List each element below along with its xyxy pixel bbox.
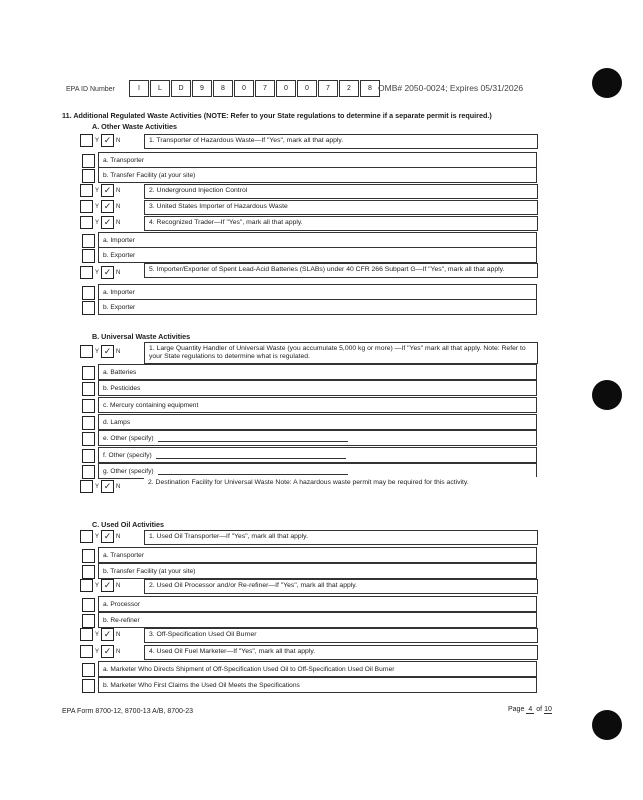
yes-checkbox[interactable] xyxy=(80,184,93,197)
yes-no-selector xyxy=(80,628,122,641)
option-checkbox[interactable] xyxy=(82,382,95,396)
epa-id-digit[interactable]: D xyxy=(171,80,191,97)
question-a3-text: 3. United States Importer of Hazardous Waste xyxy=(144,200,538,215)
question-b1-text: 1. Large Quantity Handler of Universal Waste (you accumulate 5,000 kg or more) —If "Yes" mark all that apply. Note: Refer to your State regulations to determine what is regulated. xyxy=(144,342,538,364)
option-text: g. Other (specify) xyxy=(103,467,154,475)
option-a4a xyxy=(82,232,537,248)
question-c3-text: 3. Off-Specification Used Oil Burner xyxy=(144,628,538,643)
page-label: Page xyxy=(508,706,525,713)
yes-label: Y xyxy=(95,533,100,540)
option-c4b xyxy=(82,677,537,693)
yes-checkbox[interactable] xyxy=(80,645,93,658)
option-label: c. Mercury containing equipment xyxy=(98,397,537,413)
option-checkbox[interactable] xyxy=(82,679,95,693)
option-label xyxy=(98,430,537,446)
option-label: b. Marketer Who First Claims the Used Oil Meets the Specifications xyxy=(98,677,537,693)
option-c1b xyxy=(82,563,537,579)
no-checkbox[interactable]: ✓ xyxy=(101,530,114,543)
yes-checkbox[interactable] xyxy=(80,480,93,493)
yes-checkbox[interactable] xyxy=(80,628,93,641)
option-checkbox[interactable] xyxy=(82,663,95,677)
option-text: e. Other (specify) xyxy=(103,434,154,442)
option-label: a. Transporter xyxy=(98,152,537,168)
page-total: 10 xyxy=(544,706,552,713)
yes-no-selector xyxy=(80,134,122,147)
epa-id-digit[interactable]: 0 xyxy=(297,80,317,97)
yes-label: Y xyxy=(95,137,100,144)
option-checkbox[interactable] xyxy=(82,249,95,263)
yes-no-selector xyxy=(80,480,122,493)
yes-no-selector xyxy=(80,266,122,279)
option-label: b. Pesticides xyxy=(98,380,537,396)
option-a5a xyxy=(82,284,537,300)
specify-field[interactable] xyxy=(156,451,346,459)
option-label: a. Importer xyxy=(98,284,537,300)
option-checkbox[interactable] xyxy=(82,565,95,579)
option-b1b xyxy=(82,380,537,396)
yes-label: Y xyxy=(95,269,100,276)
yes-label: Y xyxy=(95,582,100,589)
option-label: a. Transporter xyxy=(98,547,537,563)
yes-checkbox[interactable] xyxy=(80,216,93,229)
option-checkbox[interactable] xyxy=(82,614,95,628)
no-checkbox[interactable]: ✓ xyxy=(101,345,114,358)
option-label xyxy=(98,447,537,463)
specify-field[interactable] xyxy=(158,467,348,475)
no-label: N xyxy=(116,533,121,540)
option-a1b xyxy=(82,167,537,183)
no-checkbox[interactable]: ✓ xyxy=(101,184,114,197)
section-11-title: 11. Additional Regulated Waste Activities (NOTE: Refer to your State regulations to determine if a separate permit is required.) xyxy=(62,111,492,120)
yes-label: Y xyxy=(95,631,100,638)
question-a5-text: 5. Importer/Exporter of Spent Lead-Acid Batteries (SLABs) under 40 CFR 266 Subpart G—If "Yes", mark all that apply. xyxy=(144,263,538,278)
no-label: N xyxy=(116,348,121,355)
option-checkbox[interactable] xyxy=(82,154,95,168)
part-a-title: A. Other Waste Activities xyxy=(92,122,177,131)
option-checkbox[interactable] xyxy=(82,399,95,413)
yes-label: Y xyxy=(95,187,100,194)
option-b1f xyxy=(82,447,537,463)
question-a1-text: 1. Transporter of Hazardous Waste—If "Yes", mark all that apply. xyxy=(144,134,538,149)
option-checkbox[interactable] xyxy=(82,549,95,563)
epa-id-digit[interactable]: 7 xyxy=(255,80,275,97)
question-a2-text: 2. Underground Injection Control xyxy=(144,184,538,199)
option-checkbox[interactable] xyxy=(82,416,95,430)
option-label: b. Transfer Facility (at your site) xyxy=(98,167,537,183)
yes-checkbox[interactable] xyxy=(80,530,93,543)
punch-hole-top xyxy=(592,68,622,98)
no-label: N xyxy=(116,219,121,226)
epa-id-digit[interactable]: 9 xyxy=(192,80,212,97)
question-c2-text: 2. Used Oil Processor and/or Re-refiner—If "Yes", mark all that apply. xyxy=(144,579,538,594)
option-b1e xyxy=(82,430,537,446)
option-label: a. Batteries xyxy=(98,364,537,380)
option-checkbox[interactable] xyxy=(82,301,95,315)
no-label: N xyxy=(116,187,121,194)
yes-label: Y xyxy=(95,219,100,226)
part-b-title: B. Universal Waste Activities xyxy=(92,332,191,341)
epa-id-digit[interactable]: 0 xyxy=(234,80,254,97)
option-a4b xyxy=(82,247,537,263)
yes-label: Y xyxy=(95,203,100,210)
no-checkbox[interactable]: ✓ xyxy=(101,216,114,229)
no-label: N xyxy=(116,269,121,276)
yes-label: Y xyxy=(95,648,100,655)
epa-id-digit[interactable]: 2 xyxy=(339,80,359,97)
page-indicator xyxy=(508,706,552,714)
option-b1d xyxy=(82,414,537,430)
no-checkbox[interactable]: ✓ xyxy=(101,628,114,641)
question-c4-text: 4. Used Oil Fuel Marketer—If "Yes", mark all that apply. xyxy=(144,645,538,660)
option-checkbox[interactable] xyxy=(82,234,95,248)
part-c-title: C. Used Oil Activities xyxy=(92,520,165,529)
option-checkbox[interactable] xyxy=(82,169,95,183)
option-text: f. Other (specify) xyxy=(103,451,152,459)
option-label: b. Re-refiner xyxy=(98,612,537,628)
option-checkbox[interactable] xyxy=(82,465,95,479)
epa-id-digit[interactable]: 7 xyxy=(318,80,338,97)
yes-checkbox[interactable] xyxy=(80,200,93,213)
yes-label: Y xyxy=(95,483,100,490)
option-b1a xyxy=(82,364,537,380)
epa-id-digit[interactable]: I xyxy=(129,80,149,97)
epa-id-number xyxy=(129,80,381,97)
option-c4a xyxy=(82,661,537,677)
yes-no-selector xyxy=(80,200,122,213)
option-label: a. Processor xyxy=(98,596,537,612)
option-checkbox[interactable] xyxy=(82,449,95,463)
yes-no-selector xyxy=(80,345,122,358)
option-checkbox[interactable] xyxy=(82,366,95,380)
no-checkbox[interactable]: ✓ xyxy=(101,480,114,493)
yes-checkbox[interactable] xyxy=(80,345,93,358)
option-b1c xyxy=(82,397,537,413)
specify-field[interactable] xyxy=(158,434,348,442)
epa-id-digit[interactable]: 0 xyxy=(276,80,296,97)
no-label: N xyxy=(116,631,121,638)
no-checkbox[interactable]: ✓ xyxy=(101,200,114,213)
option-label: a. Marketer Who Directs Shipment of Off-Specification Used Oil to Off-Specification Used Oil Burner xyxy=(98,661,537,677)
option-checkbox[interactable] xyxy=(82,432,95,446)
yes-label: Y xyxy=(95,348,100,355)
punch-hole-middle xyxy=(592,380,622,410)
option-c1a xyxy=(82,547,537,563)
no-label: N xyxy=(116,483,121,490)
option-label: b. Exporter xyxy=(98,247,537,263)
question-c1-text: 1. Used Oil Transporter—If "Yes", mark all that apply. xyxy=(144,530,538,545)
no-checkbox[interactable]: ✓ xyxy=(101,134,114,147)
option-a5b xyxy=(82,299,537,315)
option-label: d. Lamps xyxy=(98,414,537,430)
of-label: of xyxy=(536,706,543,713)
question-a4-text: 4. Recognized Trader—If "Yes", mark all that apply. xyxy=(144,216,538,231)
option-label: b. Transfer Facility (at your site) xyxy=(98,563,537,579)
option-label: b. Exporter xyxy=(98,299,537,315)
option-label: a. Importer xyxy=(98,232,537,248)
page-number: 4 xyxy=(526,706,534,714)
yes-no-selector xyxy=(80,579,122,592)
no-checkbox[interactable]: ✓ xyxy=(101,266,114,279)
yes-no-selector xyxy=(80,216,122,229)
epa-id-digit[interactable]: 8 xyxy=(213,80,233,97)
yes-checkbox[interactable] xyxy=(80,134,93,147)
punch-hole-bottom xyxy=(592,710,622,740)
epa-id-digit[interactable]: L xyxy=(150,80,170,97)
epa-id-label: EPA ID Number xyxy=(66,86,115,93)
yes-checkbox[interactable] xyxy=(80,266,93,279)
yes-no-selector xyxy=(80,530,122,543)
yes-no-selector xyxy=(80,184,122,197)
no-label: N xyxy=(116,648,121,655)
question-b2-text: 2. Destination Facility for Universal Waste Note: A hazardous waste permit may be required for this activity. xyxy=(144,477,538,492)
epa-id-digit[interactable]: 8 xyxy=(360,80,380,97)
no-label: N xyxy=(116,203,121,210)
option-checkbox[interactable] xyxy=(82,286,95,300)
no-label: N xyxy=(116,582,121,589)
option-a1a xyxy=(82,152,537,168)
no-checkbox[interactable]: ✓ xyxy=(101,645,114,658)
yes-no-selector xyxy=(80,645,122,658)
omb-number: OMB# 2050-0024; Expires 05/31/2026 xyxy=(378,83,524,93)
form-number: EPA Form 8700-12, 8700-13 A/B, 8700-23 xyxy=(62,708,194,715)
no-checkbox[interactable]: ✓ xyxy=(101,579,114,592)
option-c2a xyxy=(82,596,537,612)
yes-checkbox[interactable] xyxy=(80,579,93,592)
option-c2b xyxy=(82,612,537,628)
no-label: N xyxy=(116,137,121,144)
option-checkbox[interactable] xyxy=(82,598,95,612)
